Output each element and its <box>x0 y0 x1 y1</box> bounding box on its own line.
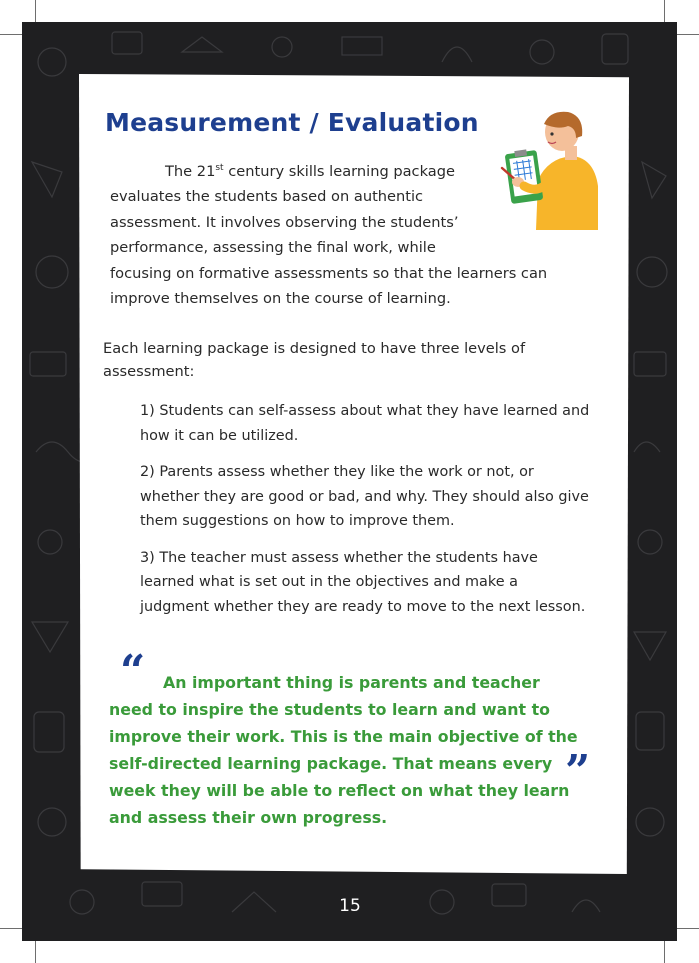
crop-mark <box>677 34 699 35</box>
crop-mark <box>664 941 665 963</box>
highlight-quote <box>109 669 579 831</box>
intro-paragraph <box>110 156 547 312</box>
intro-line-1-rest: century skills learning package <box>223 162 455 180</box>
intro-line: improve themselves on the course of learning. <box>110 290 451 308</box>
close-quote-icon: ” <box>565 746 591 797</box>
intro-line: focusing on formative assessments so that the learners can <box>110 264 548 282</box>
crop-mark <box>35 0 36 22</box>
intro-superscript: st <box>215 163 224 173</box>
list-item-level-1: 1) Students can self-assess about what they have learned and how it can be utilized. <box>140 403 590 444</box>
crop-mark <box>664 0 665 22</box>
assessment-levels-list <box>140 399 590 631</box>
page-title: Measurement / Evaluation <box>105 108 479 137</box>
quote-line: An important thing is parents and teacher <box>163 673 540 692</box>
list-item-level-3: 3) The teacher must assess whether the students have learned what is set out in the objectives and make a judgment whether they are ready to move to the next lesson. <box>140 549 586 615</box>
intro-line: assessment. It involves observing the students’ <box>110 213 459 231</box>
crop-mark <box>0 928 22 929</box>
quote-line: improve their work. This is the main objective of the <box>109 727 578 746</box>
intro-line: evaluates the students based on authentic <box>110 188 424 206</box>
quote-line: and assess their own progress. <box>109 808 388 827</box>
quote-line: self-directed learning package. That means every <box>109 754 553 773</box>
crop-mark <box>677 928 699 929</box>
quote-line: need to inspire the students to learn and want to <box>109 700 551 719</box>
page-number: 15 <box>339 896 361 916</box>
levels-intro: Each learning package is designed to have three levels of assessment: <box>103 340 526 380</box>
crop-mark <box>35 941 36 963</box>
crop-mark <box>0 34 22 35</box>
open-quote-icon: “ <box>120 646 146 697</box>
intro-line: performance, assessing the final work, while <box>110 239 436 257</box>
list-item-level-2: 2) Parents assess whether they like the work or not, or whether they are good or bad, and why. They should also give them suggestions on how to improve them. <box>140 464 589 529</box>
quote-line: week they will be able to reflect on what they learn <box>109 781 570 800</box>
intro-lead: The 21 <box>165 162 216 180</box>
intro-line-1 <box>110 156 547 184</box>
